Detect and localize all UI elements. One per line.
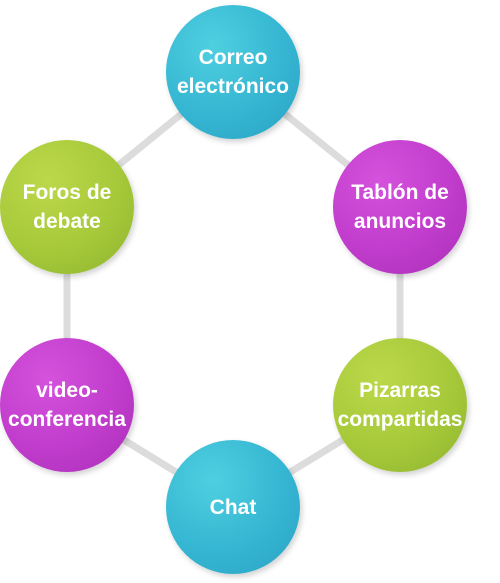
node-discussion-forums-label: Foros de debate bbox=[22, 181, 112, 233]
node-shared-whiteboards bbox=[333, 338, 467, 472]
node-email-label: Correo electrónico bbox=[176, 46, 290, 98]
node-shared-whiteboards-label: Pizarras compartidas bbox=[337, 379, 463, 431]
node-email bbox=[166, 5, 300, 139]
node-videoconference bbox=[0, 338, 134, 472]
node-chat bbox=[166, 440, 300, 574]
node-bulletin-board bbox=[333, 140, 467, 274]
node-chat-label: Chat bbox=[209, 495, 257, 519]
node-bulletin-board-label: Tablón de anuncios bbox=[351, 181, 449, 233]
node-videoconference-label: video- conferencia bbox=[8, 379, 126, 431]
node-discussion-forums bbox=[0, 140, 134, 274]
